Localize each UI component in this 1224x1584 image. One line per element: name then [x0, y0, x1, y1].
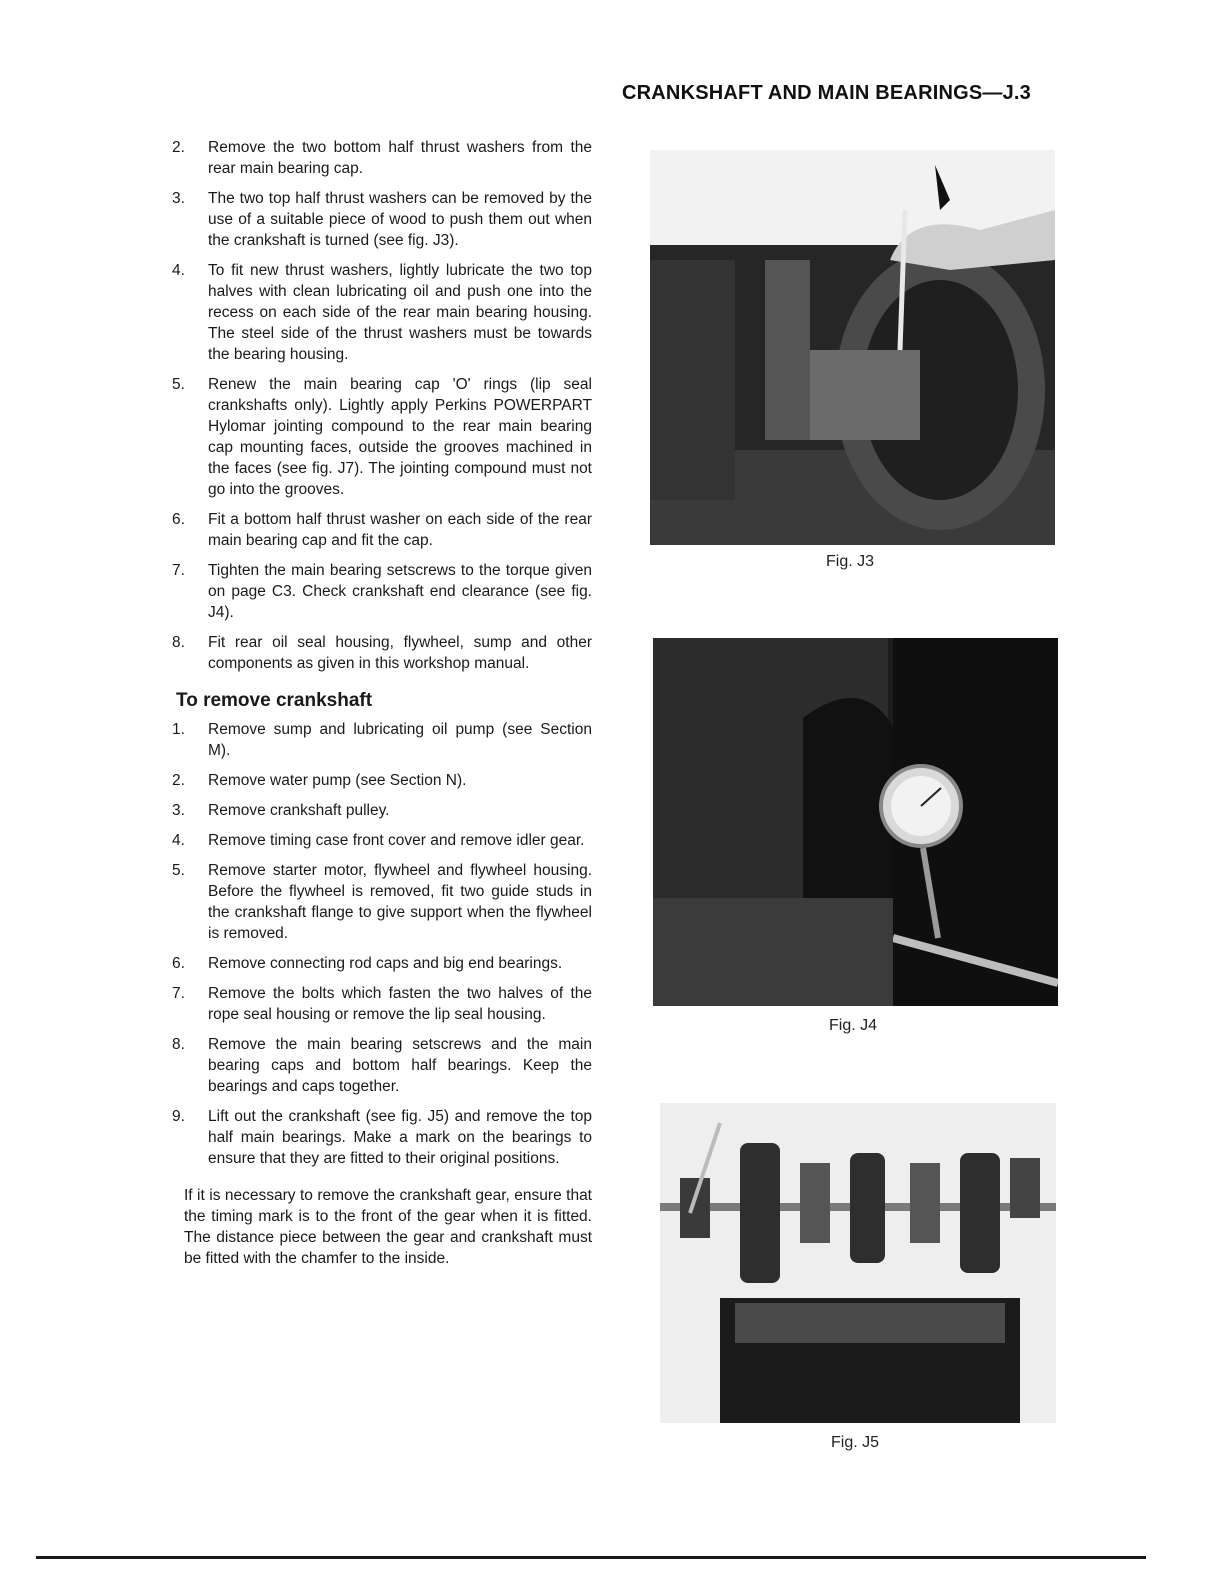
list-item-text: The two top half thrust washers can be removed by the use of a suitable piece of wood to push them out when the crankshaft is turned (see fig. J3).	[208, 190, 592, 249]
figure-j5-photo	[660, 1103, 1056, 1423]
list-item	[172, 953, 592, 974]
figure-j3-photo	[650, 150, 1055, 545]
list-item	[172, 1034, 592, 1097]
list-item-text: Remove the main bearing setscrews and the main bearing caps and bottom half bearings. Keep the bearings and caps together.	[208, 1036, 592, 1095]
list-item	[172, 632, 592, 674]
list-item-text: Remove timing case front cover and remove idler gear.	[208, 832, 585, 849]
page-header: CRANKSHAFT AND MAIN BEARINGS—J.3	[622, 82, 1032, 104]
list-item	[172, 260, 592, 365]
figure-j5-caption: Fig. J5	[831, 1434, 880, 1451]
list-item-number: 8.	[172, 1036, 185, 1053]
list-item	[172, 830, 592, 851]
list-item-number: 6.	[172, 955, 185, 972]
list-item-text: Remove connecting rod caps and big end bearings.	[208, 955, 563, 972]
list-item-number: 8.	[172, 634, 185, 651]
list-item-number: 2.	[172, 772, 185, 789]
list-item	[172, 719, 592, 761]
figure-j4-caption: Fig. J4	[829, 1017, 878, 1034]
list-item-text: Tighten the main bearing setscrews to the torque given on page C3. Check crankshaft end clearance (see fig. J4).	[208, 562, 592, 621]
list-item-number: 9.	[172, 1108, 185, 1125]
list-item-text: Lift out the crankshaft (see fig. J5) and remove the top half main bearings. Make a mark on the bearings to ensure that they are fitted to their original positions.	[208, 1108, 592, 1167]
list-item	[172, 860, 592, 944]
list-item-number: 3.	[172, 190, 185, 207]
list-item	[172, 983, 592, 1025]
list-item-text: Remove water pump (see Section N).	[208, 772, 467, 789]
list-item	[172, 374, 592, 500]
list-item-text: Remove crankshaft pulley.	[208, 802, 390, 819]
list-item	[172, 770, 592, 791]
list-item-text: Remove sump and lubricating oil pump (see Section M).	[208, 721, 592, 759]
list-item-number: 4.	[172, 832, 185, 849]
list-item	[172, 509, 592, 551]
list-item-text: Remove starter motor, flywheel and flywheel housing. Before the flywheel is removed, fit two guide studs in the crankshaft flange to give support when the flywheel is removed.	[208, 862, 592, 942]
list-item-number: 7.	[172, 985, 185, 1002]
list-item-number: 4.	[172, 262, 185, 279]
list-item-number: 2.	[172, 139, 185, 156]
list-item-text: Fit rear oil seal housing, flywheel, sump and other components as given in this workshop manual.	[208, 634, 592, 672]
list-item	[172, 560, 592, 623]
list-item	[172, 1106, 592, 1169]
list-item	[172, 137, 592, 179]
list-item-number: 5.	[172, 862, 185, 879]
list-item-text: Remove the two bottom half thrust washers from the rear main bearing cap.	[208, 139, 592, 177]
steps-remove-list	[172, 719, 592, 1169]
list-item	[172, 188, 592, 251]
list-item-number: 7.	[172, 562, 185, 579]
list-item-number: 3.	[172, 802, 185, 819]
list-item	[172, 800, 592, 821]
list-item-number: 1.	[172, 721, 185, 738]
list-item-number: 6.	[172, 511, 185, 528]
bottom-rule	[36, 1556, 1146, 1559]
figure-j4-photo	[653, 638, 1058, 1006]
list-item-text: To fit new thrust washers, lightly lubricate the two top halves with clean lubricating oil and push one into the recess on each side of the rear main bearing housing. The steel side of the thrust washers must be towards the bearing housing.	[208, 262, 592, 363]
text-column	[172, 137, 592, 1269]
note-paragraph: If it is necessary to remove the crankshaft gear, ensure that the timing mark is to the front of the gear when it is fitted. The distance piece between the gear and crankshaft must be fitted with the chamfer to the inside.	[184, 1187, 592, 1267]
figure-j3-caption: Fig. J3	[826, 553, 875, 570]
list-item-text: Remove the bolts which fasten the two halves of the rope seal housing or remove the lip seal housing.	[208, 985, 592, 1023]
section-title: To remove crankshaft	[176, 690, 373, 711]
list-item-number: 5.	[172, 376, 185, 393]
list-item-text: Fit a bottom half thrust washer on each side of the rear main bearing cap and fit the cap.	[208, 511, 592, 549]
steps-top-list	[172, 137, 592, 674]
list-item-text: Renew the main bearing cap 'O' rings (lip seal crankshafts only). Lightly apply Perkins POWERPART Hylomar jointing compound to the rear main bearing cap mounting faces, outside the grooves machined in the faces (see fig. J7). The jointing compound must not go into the grooves.	[208, 376, 592, 498]
